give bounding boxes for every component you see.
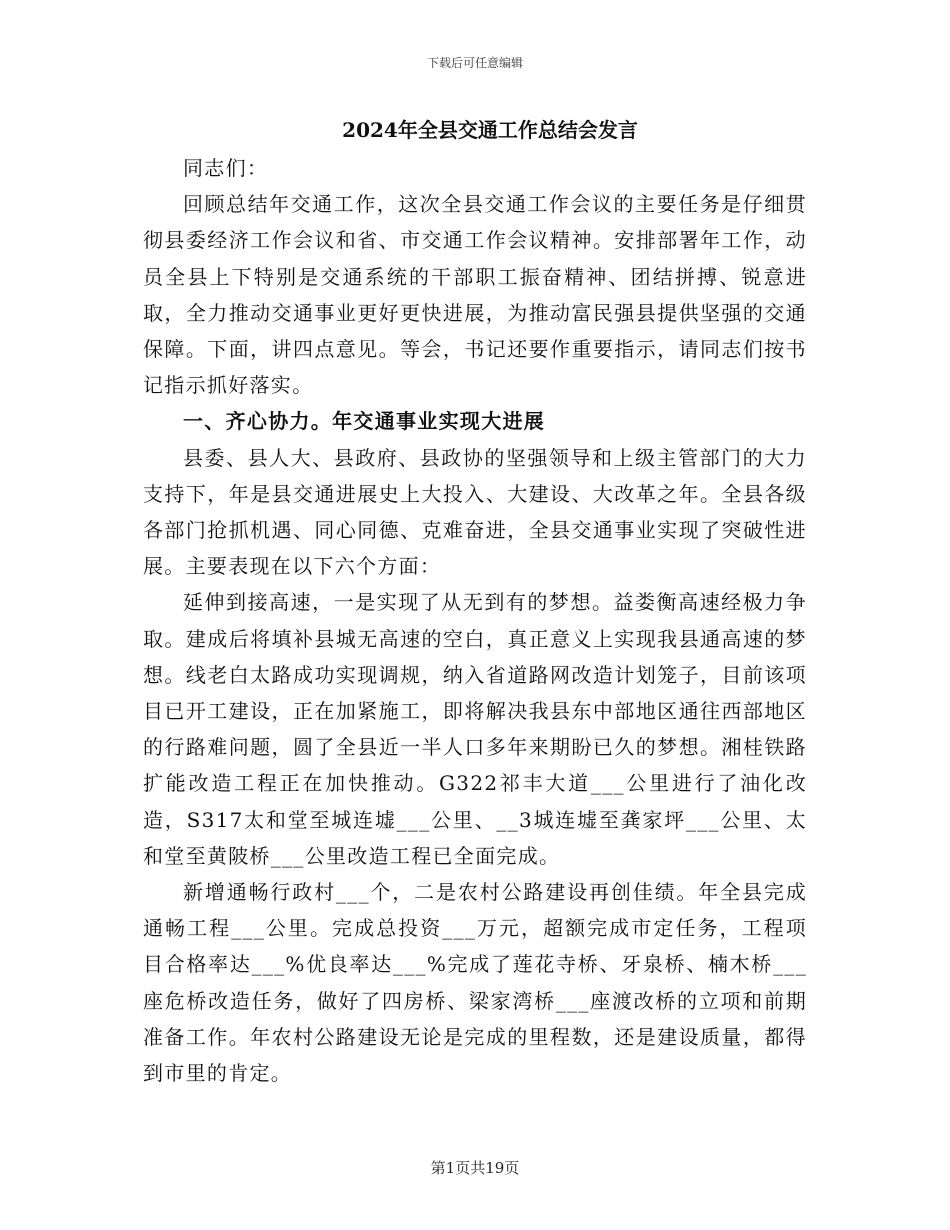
section1-paragraph-2: 延伸到接高速，一是实现了从无到有的梦想。益娄衡高速经极力争取。建成后将填补县城无高速的空白，真正意义上实现我县通高速的梦想。线老白太路成功实现调规，纳入省道路网改造计划笼子，目前该项目已开工建设，正在加紧施工，即将解决我县东中部地区通往西部地区的行路难问题，圆了全县近一半人口多年来期盼已久的梦想。湘桂铁路扩能改造工程正在加快推动。G322祁丰大道___公里进行了油化改造，S317太和堂至城连墟___公里、__3城连墟至龚家坪___公里、太和堂至黄陂桥___公里改造工程已全面完成。 [143, 590, 807, 868]
document-body [143, 110, 807, 1091]
document-title: 2024年全县交通工作总结会发言 [342, 118, 638, 142]
section1-paragraph-1: 县委、县人大、县政府、县政协的坚强领导和上级主管部门的大力支持下，年是县交通进展史上大投入、大建设、大改革之年。全县各级各部门抢抓机遇、同心同德、克难奋进，全县交通事业实现了突破性进展。主要表现在以下六个方面： [143, 445, 807, 579]
section1-paragraph-3: 新增通畅行政村___个，二是农村公路建设再创佳绩。年全县完成通畅工程___公里。完成总投资___万元，超额完成市定任务，工程项目合格率达___%优良率达___%完成了莲花寺桥、牙泉桥、楠木桥___座危桥改造任务，做好了四房桥、梁家湾桥___座渡改桥的立项和前期准备工作。年农村公路建设无论是完成的里程数，还是建设质量，都得到市里的肯定。 [143, 880, 807, 1086]
section-heading-1: 一、齐心协力。年交通事业实现大进展 [183, 409, 546, 434]
intro-paragraph: 回顾总结年交通工作，这次全县交通工作会议的主要任务是仔细贯彻县委经济工作会议和省、市交通工作会议精神。安排部署年工作，动员全县上下特别是交通系统的干部职工振奋精神、团结拼搏、锐意进取，全力推动交通事业更好更快进展，为推动富民强县提供坚强的交通保障。下面，讲四点意见。等会，书记还要作重要指示，请同志们按书记指示抓好落实。 [143, 192, 807, 398]
page-header-note: 下载后可任意编辑 [426, 56, 523, 70]
salutation: 同志们： [183, 156, 269, 180]
page-footer-indicator: 第1页共19页 [430, 1159, 520, 1177]
